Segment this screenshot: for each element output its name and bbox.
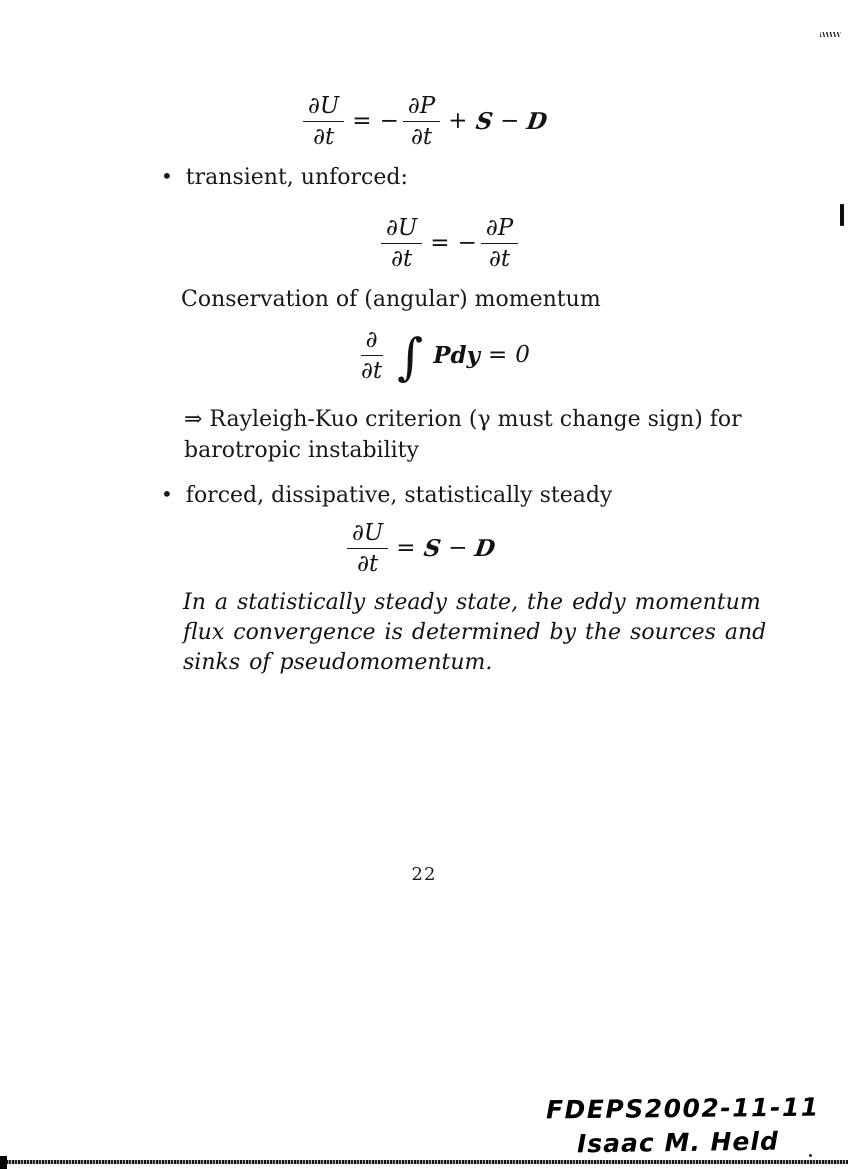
note-line-2: flux convergence is determined by the sources and [183, 620, 767, 645]
script-d-dissipation: D [473, 535, 498, 563]
scan-artifact-corner-blob [0, 1156, 7, 1169]
scan-artifact-bottom-edge [0, 1160, 848, 1164]
bullet-label: forced, dissipative, statistically steady [185, 483, 613, 508]
denominator: ∂t [361, 358, 383, 385]
bullet-item-transient [161, 164, 408, 193]
minus-sign: − [500, 108, 520, 135]
page-number: 22 [411, 864, 437, 885]
text-conservation: Conservation of (angular) momentum [181, 287, 601, 312]
script-d-dissipation: D [525, 108, 550, 136]
bullet-item-forced [161, 482, 612, 511]
note-line-3: sinks of pseudomomentum. [183, 650, 493, 675]
fraction-dp-dt [403, 93, 440, 150]
integral-sign: ∫ [397, 328, 424, 387]
numerator: ∂U [303, 93, 344, 122]
minus-sign: − [457, 230, 477, 257]
text-rayleigh-line2: barotropic instability [184, 438, 419, 463]
fraction-du-dt [303, 93, 344, 150]
equals-sign: = [352, 108, 372, 135]
plus-sign: + [448, 108, 468, 135]
denominator: ∂t [410, 124, 433, 151]
equation-steady [347, 520, 498, 578]
zero: 0 [515, 342, 530, 369]
fraction-d-dt [356, 327, 387, 384]
numerator: ∂U [347, 520, 388, 549]
numerator: ∂P [481, 215, 518, 244]
note-line-1: In a statistically steady state, the eddy momentum [183, 590, 761, 615]
denominator: ∂t [313, 124, 335, 151]
fraction-du-dt [347, 520, 388, 577]
script-s-source: S [473, 108, 495, 136]
bullet-label: transient, unforced: [185, 165, 408, 190]
equals-sign: = [396, 535, 416, 562]
scan-artifact-right-tick [840, 204, 844, 226]
fraction-dp-dt [481, 215, 518, 272]
equals-sign: = [430, 230, 450, 257]
denominator: ∂t [488, 246, 511, 273]
bullet-icon: • [161, 482, 173, 506]
scan-artifact-dot [809, 1154, 812, 1157]
script-s-source: S [421, 535, 443, 563]
integrand: Pdy [433, 342, 480, 370]
denominator: ∂t [391, 246, 413, 273]
scan-artifact-squiggle [820, 32, 841, 37]
denominator: ∂t [357, 551, 379, 578]
minus-sign: − [448, 535, 468, 562]
text-rayleigh-line1: ⇒ Rayleigh-Kuo criterion (γ must change sign) for [184, 407, 742, 432]
fraction-du-dt [381, 215, 422, 272]
equals-sign: = [487, 342, 508, 369]
equation-integral [356, 327, 530, 387]
handwriting-date: FDEPS2002-11-11 [545, 1092, 820, 1125]
bullet-icon: • [161, 164, 173, 188]
equation-momentum-full [303, 93, 550, 151]
numerator: ∂ [361, 327, 383, 356]
handwriting-name: Isaac M. Held [576, 1126, 780, 1159]
equation-transient [381, 215, 518, 272]
numerator: ∂P [403, 93, 440, 122]
numerator: ∂U [381, 215, 422, 244]
minus-sign: − [379, 108, 399, 135]
